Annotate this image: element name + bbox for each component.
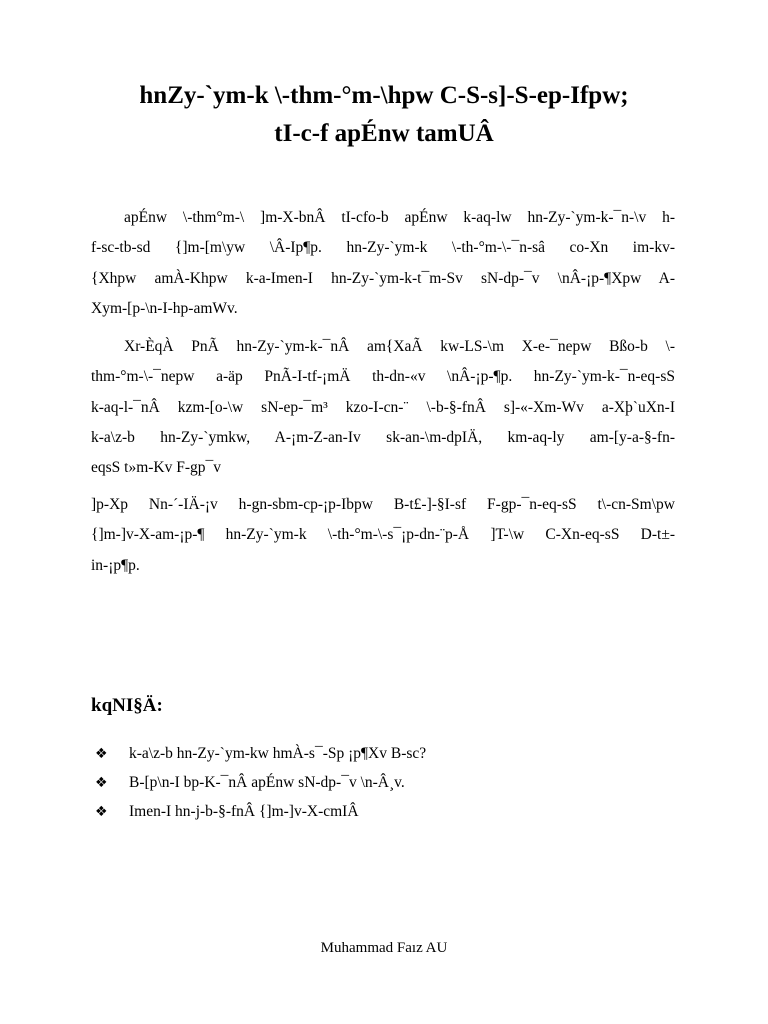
paragraph-2-line: eqsS t»m-Kv F-gp¯v — [91, 459, 222, 477]
paragraph-1-line: f-sc-tb-sd {]m-[m\yw \Â-Ip¶p. hn-Zy-`ym-k \-th-°m-\-¯n-sâ co-Xn im-kv- — [91, 239, 675, 257]
document-title-line-1: hnZy-`ym-k \-thm-°m-\hpw C-S-s]-S-ep-Ifpw; — [139, 82, 629, 109]
paragraph-3-line: {]m-]v-X-am-¡p-¶ hn-Zy-`ym-k \-th-°m-\-s¯¡p-dn-¨p-Å ]T-\w C-Xn-eq-sS D-t±- — [91, 526, 675, 544]
question-text: B-[p\n-I bp-K-¯nÂ apÉnw sN-dp-¯v \n-Â¸v. — [129, 774, 405, 791]
question-text: Imen-I hn-j-b-§-fnÂ {]m-]v-X-cmIÂ — [129, 803, 359, 820]
author-footer: Muhammad Faız AU — [320, 940, 448, 956]
paragraph-3-line: ]p-Xp Nn-´-IÄ-¡v h-gn-sbm-cp-¡p-Ibpw B-t£-]-§I-sf F-gp-¯n-eq-sS t\-cn-Sm\pw — [91, 496, 675, 513]
list-item — [95, 769, 426, 798]
diamond-bullet-icon: ❖ — [95, 804, 108, 820]
paragraph-2-line: k-aq-l-¯nÂ kzm-[o-\w sN-ep-¯m³ kzo-I-cn-¨ \-b-§-fnÂ s]-«-Xm-Wv a-Xþ`uXn-I — [91, 398, 675, 416]
document-title-line-2: tI-c-f apÉnw tamUÂ — [274, 120, 494, 147]
paragraph-3 — [91, 490, 675, 581]
list-item — [95, 798, 426, 827]
paragraph-1 — [91, 203, 675, 324]
paragraph-1-line: apÉnw \-thm°m-\ ]m-X-bnÂ tI-cfo-b apÉnw k-aq-lw hn-Zy-`ym-k-¯n-\v h- — [124, 209, 675, 226]
paragraph-3-line: in-¡p¶p. — [91, 556, 140, 574]
paragraph-1-line: Xym-[p-\n-I-hp-amWv. — [91, 299, 238, 317]
paragraph-2 — [91, 332, 675, 483]
questions-heading: kqNI§Ä: — [91, 695, 163, 716]
list-item — [95, 740, 426, 769]
paragraph-2-line: k-a\z-b hn-Zy-`ymkw, A-¡m-Z-an-Iv sk-an-\m-dpIÄ, km-aq-ly am-[y-a-§-fn- — [91, 428, 675, 446]
diamond-bullet-icon: ❖ — [95, 746, 108, 762]
diamond-bullet-icon: ❖ — [95, 775, 108, 791]
paragraph-2-line: thm-°m-\-¯nepw a-äp PnÃ-I-tf-¡mÄ th-dn-«v \nÂ-¡p-¶p. hn-Zy-`ym-k-¯n-eq-sS — [91, 368, 675, 386]
paragraph-2-line: Xr-ÈqÀ PnÃ hn-Zy-`ym-k-¯nÂ am{XaÃ kw-LS-\m X-e-¯nepw Bßo-b \- — [124, 338, 675, 355]
question-text: k-a\z-b hn-Zy-`ym-kw hmÀ-s¯-Sp ¡p¶Xv B-sc? — [129, 745, 427, 762]
paragraph-1-line: {Xhpw amÀ-Khpw k-a-Imen-I hn-Zy-`ym-k-t¯m-Sv sN-dp-¯v \nÂ-¡p-¶Xpw A- — [91, 269, 675, 287]
questions-list — [95, 740, 426, 827]
